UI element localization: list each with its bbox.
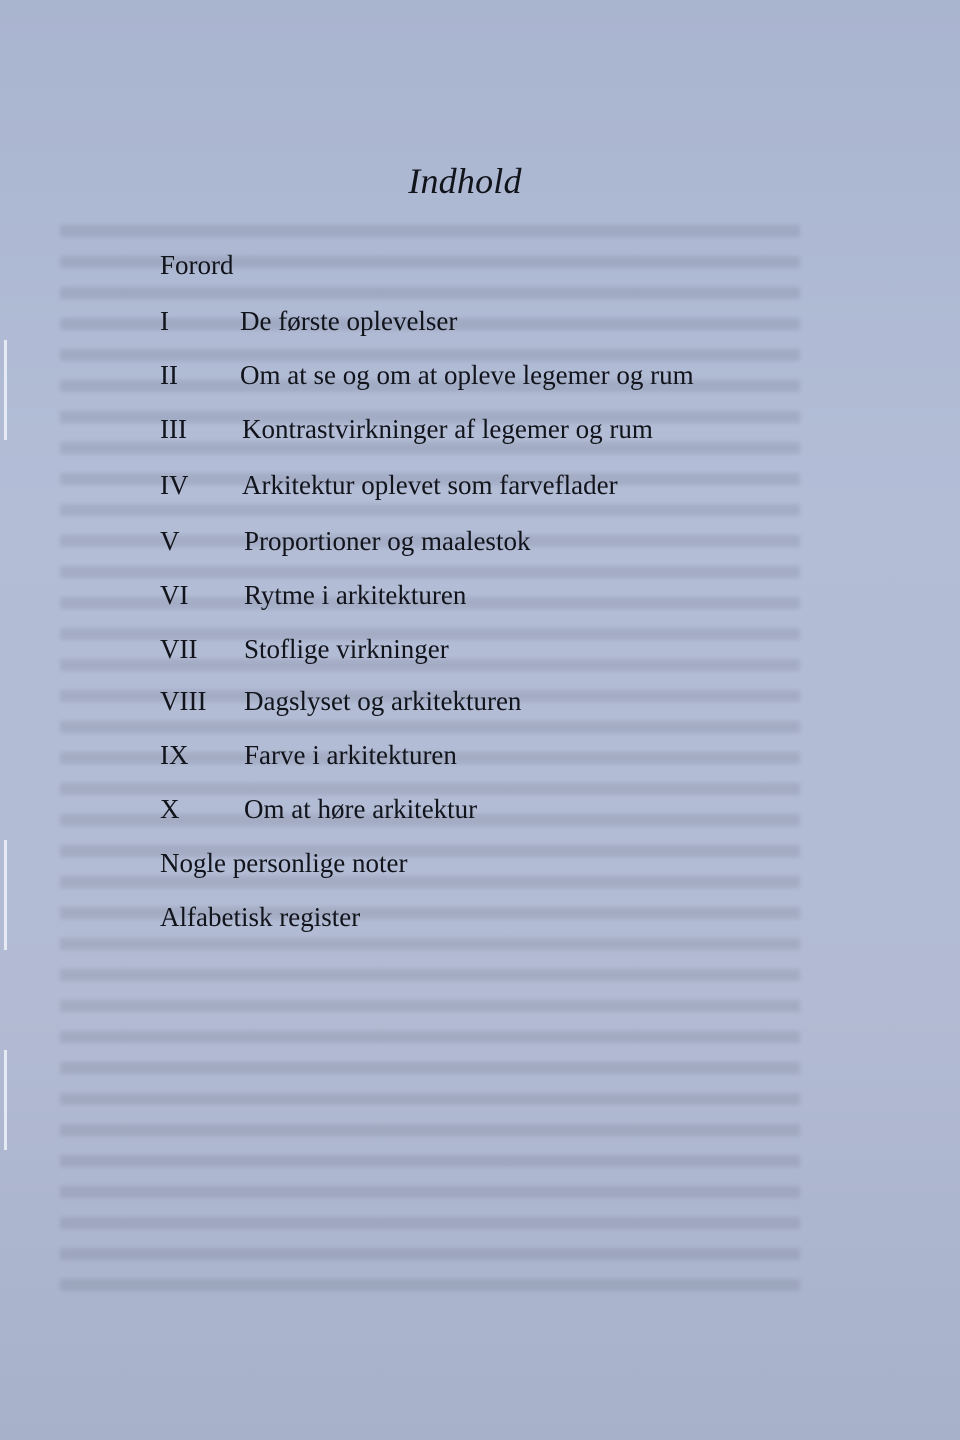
toc-entry-title: Om at høre arkitektur [244, 794, 478, 824]
binding-mark [4, 840, 7, 950]
page-title: Indhold [408, 161, 522, 201]
toc-entry-numeral: V [160, 526, 180, 556]
toc-entry-numeral: IX [160, 740, 189, 770]
toc-entry-numeral: X [160, 794, 180, 824]
toc-entry-title: Alfabetisk register [160, 902, 361, 932]
toc-entry-title: Kontrastvirkninger af legemer og rum [242, 414, 653, 444]
toc-entry-numeral: I [160, 306, 169, 336]
toc-entry-title: Nogle personlige noter [160, 848, 408, 878]
toc-entry-title: De første oplevelser [240, 306, 458, 336]
toc-entry-numeral: II [160, 360, 178, 390]
toc-entry-numeral: IV [160, 470, 189, 500]
toc-entry-title: Farve i arkitekturen [244, 740, 457, 770]
toc-entry-title: Dagslyset og arkitekturen [244, 686, 522, 716]
toc-entry-title: Forord [160, 250, 234, 280]
binding-mark [4, 1050, 7, 1150]
toc-entry-title: Om at se og om at opleve legemer og rum [240, 360, 694, 390]
toc-entry-numeral: VII [160, 634, 198, 664]
toc-entry-numeral: III [160, 414, 187, 444]
binding-mark [4, 340, 7, 440]
toc-entry-numeral: VIII [160, 686, 207, 716]
toc-entry-title: Stoflige virkninger [244, 634, 449, 664]
toc-entry-title: Rytme i arkitekturen [244, 580, 467, 610]
toc-entry-title: Arkitektur oplevet som farveflader [242, 470, 618, 500]
toc-entry-title: Proportioner og maalestok [244, 526, 531, 556]
toc-entry-numeral: VI [160, 580, 189, 610]
